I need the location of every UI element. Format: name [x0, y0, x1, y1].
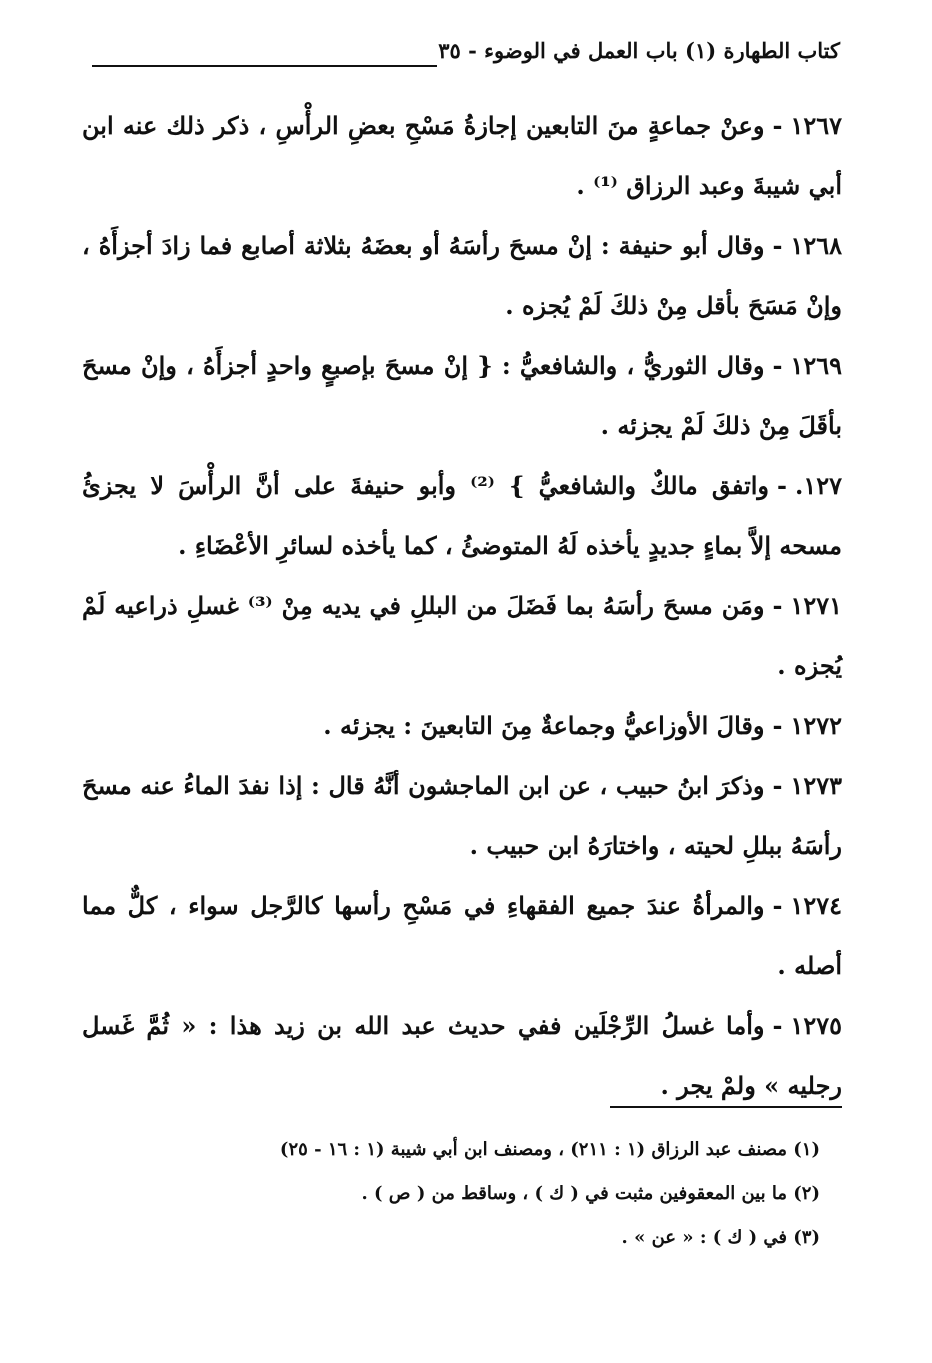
paragraph-number: ١٢٧٤ — [790, 891, 843, 920]
paragraph-number: ١٢٦٨ — [790, 231, 842, 260]
paragraph-text: وقال أبو حنيفة : إنْ مسحَ رأسَهُ أو بعضَهُ بثلاثة أصابع فما زادَ أجزأَهُ ، وإنْ مَسَحَ بأقل مِنْ ذلكَ لَمْ يُجزه . — [82, 231, 842, 320]
paragraph: ١٢٦٨-وقال أبو حنيفة : إنْ مسحَ رأسَهُ أو بعضَهُ بثلاثة أصابع فما زادَ أجزأَهُ ، وإنْ مَسَحَ بأقل مِنْ ذلكَ لَمْ يُجزه . — [82, 231, 842, 320]
paragraph-text: وقال الثوريُّ ، والشافعيُّ : { إنْ مسحَ بإصبعٍ واحدٍ أجزأَهُ ، وإنْ مسحَ بأقَلَ مِنْ ذلكَ لَمْ يجزئه . — [82, 351, 842, 440]
paragraph: ١٢٧٢-وقالَ الأوزاعيُّ وجماعةٌ مِنَ التابعينَ : يجزئه . — [323, 711, 842, 740]
paragraph: ١٢٧٤-والمرأةُ عندَ جميع الفقهاءِ في مَسْحِ رأسها كالرَّجل سواء ، كلٌّ مما أصله . — [82, 891, 843, 980]
paragraph: ١٢٦٩-وقال الثوريُّ ، والشافعيُّ : { إنْ مسحَ بإصبعٍ واحدٍ أجزأَهُ ، وإنْ مسحَ بأقَلَ مِنْ ذلكَ لَمْ يجزئه . — [82, 351, 842, 440]
paragraph-text: وقالَ الأوزاعيُّ وجماعةٌ مِنَ التابعينَ : يجزئه . — [323, 711, 765, 740]
running-header-title: كتاب الطهارة (١) باب العمل في الوضوء - ٣٥ — [438, 38, 840, 63]
paragraph-text: واتفق مالكٌ والشافعيُّ } ⁽²⁾ وأبو حنيفةَ على أنَّ الرأْسَ لا يجزئُ مسحه إلاَّ بماءٍ جديدٍ يأخذه لَهُ المتوضئُ ، كما يأخذه لسائرِ الأعْضَاءِ . — [82, 471, 842, 560]
paragraph: ١٢٧٣-وذكرَ ابنُ حبيب ، عن ابن الماجشون أنَّهُ قال : إذا نفدَ الماءُ عنه مسحَ رأسَهُ ببللِ لحيته ، واختارَهُ ابن حبيب . — [82, 771, 842, 860]
footnotes — [90, 1128, 820, 1260]
footnote: (١) مصنف عبد الرزاق (١ : ٢١١) ، ومصنف ابن أبي شيبة (١ : ١٦ - ٢٥) — [279, 1139, 820, 1160]
paragraph-text: والمرأةُ عندَ جميع الفقهاءِ في مَسْحِ رأسها كالرَّجل سواء ، كلٌّ مما أصله . — [82, 891, 842, 980]
paragraph-text: وذكرَ ابنُ حبيب ، عن ابن الماجشون أنَّهُ قال : إذا نفدَ الماءُ عنه مسحَ رأسَهُ ببللِ لحيته ، واختارَهُ ابن حبيب . — [82, 771, 842, 860]
header-rule — [92, 65, 437, 67]
paragraph-number: ١٢٧٣ — [790, 771, 842, 800]
paragraph-text: ومَن مسحَ رأسَهُ بما فَضَلَ من البللِ في يديه مِنْ ⁽³⁾ غسلِ ذراعيه لَمْ يُجزه . — [82, 591, 842, 680]
paragraph-number: ١٢٧٥ — [790, 1011, 842, 1040]
paragraph: ١٢٧١-ومَن مسحَ رأسَهُ بما فَضَلَ من البللِ في يديه مِنْ ⁽³⁾ غسلِ ذراعيه لَمْ يُجزه . — [82, 591, 842, 680]
footnote: (٢) ما بين المعقوفين مثبت في ( ك ) ، وساقط من ( ص ) . — [361, 1183, 820, 1204]
paragraph-number: ١٢٦٩ — [790, 351, 842, 380]
paragraph-number: ١٢٧٢ — [790, 711, 842, 740]
paragraph: ١٢٧٥-وأما غسلُ الرِّجْلَين ففي حديث عبد الله بن زيد هذا : « ثُمَّ غَسل رجليه » ولمْ يجر . — [82, 1011, 842, 1100]
paragraph-number: ١٢٧. — [794, 471, 843, 500]
footnote-separator — [610, 1106, 842, 1108]
paragraph-number: ١٢٦٧ — [790, 111, 842, 140]
paragraph-number: ١٢٧١ — [790, 591, 842, 620]
main-text — [82, 96, 842, 1116]
footnote: (٣) في ( ك ) : « عن » . — [621, 1227, 820, 1248]
paragraph: ١٢٧.-واتفق مالكٌ والشافعيُّ } ⁽²⁾ وأبو حنيفةَ على أنَّ الرأْسَ لا يجزئُ مسحه إلاَّ بماءٍ جديدٍ يأخذه لَهُ المتوضئُ ، كما يأخذه لسائرِ الأعْضَاءِ . — [82, 471, 843, 560]
paragraph-text: وأما غسلُ الرِّجْلَين ففي حديث عبد الله بن زيد هذا : « ثُمَّ غَسل رجليه » ولمْ يجر . — [82, 1011, 842, 1100]
paragraph: ١٢٦٧-وعنْ جماعةٍ منَ التابعين إجازةُ مَسْحِ بعضِ الرأْسِ ، ذكر ذلك عنه ابن أبي شيبةَ وعبد الرزاق ⁽¹⁾ . — [82, 111, 842, 200]
running-header — [92, 38, 840, 78]
paragraph-text: وعنْ جماعةٍ منَ التابعين إجازةُ مَسْحِ بعضِ الرأْسِ ، ذكر ذلك عنه ابن أبي شيبةَ وعبد الرزاق ⁽¹⁾ . — [82, 111, 842, 200]
